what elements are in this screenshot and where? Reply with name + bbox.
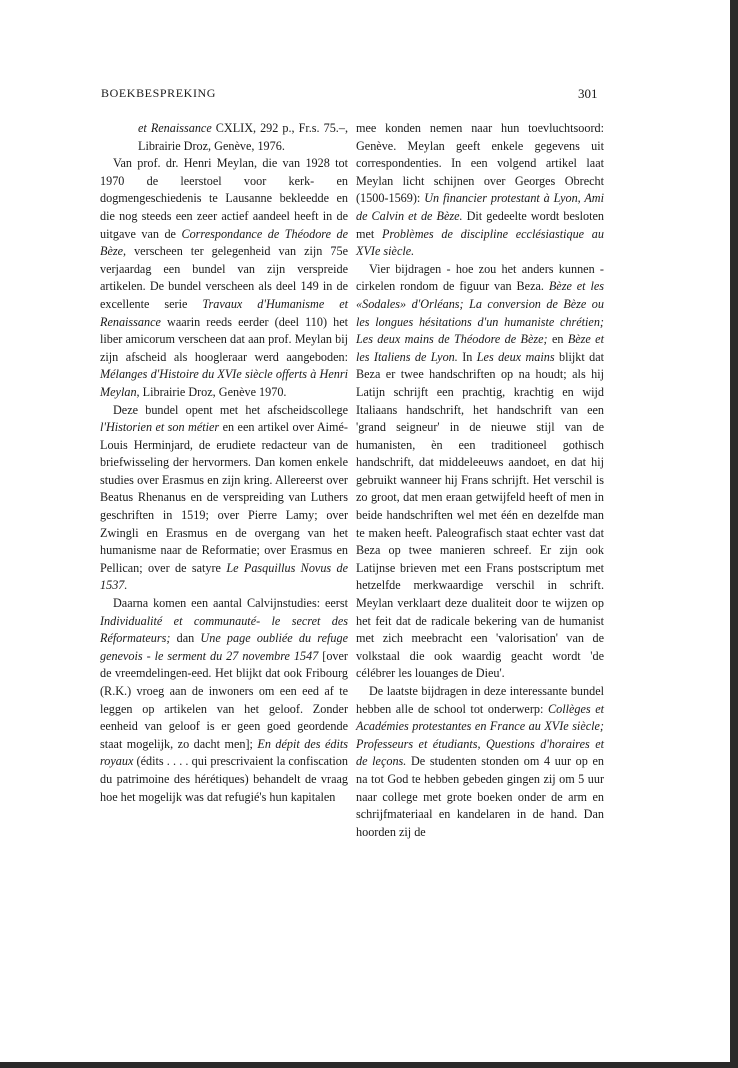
p1-title-melanges: Mélanges d'Histoire du XVIe siècle offerts à Henri Meylan, (100, 367, 348, 399)
c1-text-a: mee konden nemen naar hun toevluchtsoord: Genève. Meylan geeft enkele gegevens uit correspondenties. In een volgend artikel laat Meylan licht schijnen over Georges Obrecht (1500-1569): (356, 121, 604, 206)
p3-title-une-page: Une page oubliée du refuge genevois - le serment du 27 novembre 1547 (100, 631, 348, 663)
left-column (100, 120, 348, 806)
p1-title-correspondance: Correspondance de Théodore de Bèze, (100, 226, 348, 259)
p4-text-g: blijkt dat Beza er twee handschriften op na houdt; als hij Latijn schrijft een prachtig, krachtig en wijd Italiaans handschrift, het handschrift van een 'grand seigneur' in de nieuwe stijl van de humanisten, èn een traditioneel gothisch handschrift, dat middeleeuws aandoet, en dat hij gebruikt wanneer hij Frans schrijft. Het verschil is zo groot, dat men eraan getwijfeld heeft of men in beide handschriften wel met één en dezelfde man te maken heeft. Paleografisch staat echter vast dat Beza op twee manieren schreef. Er zijn ook Latijnse brieven met een Frans postscriptum met hetzelfde merkwaardige verschil in schrift. Meylan verklaart deze dualiteit door te wijzen op het feit dat de radicale bekering van de humanist met zich meebracht een 'valorisation' van de volkstaal die ook waardig geacht wordt 'de célébrer les louanges de Dieu'. (356, 349, 605, 681)
c1-title-financier: Un financier protestant à Lyon, Ami de Calvin et de Bèze. (356, 191, 604, 223)
c1-title-problemes: Problèmes de discipline ecclésiastique au XVIe siècle. (356, 226, 604, 259)
p3-text-e: [over de vreemdelingen-eed. Het blijkt dat ook Fribourg (R.K.) vroeg aan de inwoners om een eed af te leggen op artikelen van het geloof. Zonder eenheid van geloof is er geen goed geordende staat mogelijk, zo dacht men]; (100, 648, 348, 751)
p4-text-e: In (457, 349, 477, 364)
c1-text-c: Dit gedeelte wordt besloten met (356, 208, 604, 241)
p3-text-a: Daarna komen een aantal Calvijnstudies: eerst (113, 596, 348, 611)
scan-edge-bottom (0, 1062, 738, 1068)
right-column (356, 120, 604, 841)
p4-titles-beza: Bèze et les «Sodales» d'Orléans; La conversion de Bèze ou les longues hésitations d'un humaniste chrétien; Les deux mains de Théodore de Bèze; (356, 279, 605, 347)
p2-title-historien: l'Historien et son métier (100, 420, 220, 435)
p3-text-g: (édits . . . . qui prescrivaient la confiscation du patrimoine des hérétiques) behandelt de vraag hoe het mogelijk was dat refugié's hun kapitalen (100, 754, 348, 804)
p1-text-a: Van prof. dr. Henri Meylan, die van 1928 tot 1970 de leerstoel voor kerk- en dogmengeschiedenis te Lausanne bekleedde en die nog steeds een zeer actief aandeel heeft in de uitgave van de (100, 156, 348, 241)
scan-edge-right (730, 0, 738, 1068)
paragraph-1 (100, 155, 348, 401)
ref-details: CXLIX, 292 p., Fr.s. 75.–, Librairie Droz, Genève, 1976. (138, 121, 348, 153)
page-number: 301 (578, 86, 598, 101)
p3-title-individualite: Individualité et communauté- le secret des Réformateurs; (100, 613, 348, 646)
p5-titles-colleges: Collèges et Académies protestantes en France au XVIe siècle; Professeurs et étudiants, Questions d'horaires et de leçons. (356, 701, 604, 769)
p4-text-c: en (547, 332, 568, 347)
paragraph-3 (100, 595, 348, 806)
p5-text-c: De studenten stonden om 4 uur op en na tot God te hebben gebeden gingen zij om 5 uur naar college met grote boeken onder de arm en schrijfmateriaal en kandelaren in de hand. Dan hoorden zij de (356, 754, 605, 839)
p3-text-c: dan (170, 631, 201, 646)
p1-text-g: Librairie Droz, Genève 1970. (139, 384, 287, 399)
p1-text-c: verscheen ter gelegenheid van zijn 75e verjaardag een bundel van zijn verspreide artikelen. De bundel verscheen als deel 149 in de excellente serie (100, 244, 348, 311)
p5-text-a: De laatste bijdragen in deze interessante bundel hebben alle de school tot onderwerp: (356, 684, 604, 716)
p1-title-travaux: Travaux d'Humanisme et Renaissance (100, 296, 349, 329)
p3-title-en-depit: En dépit des édits royaux (100, 736, 348, 769)
running-title: BOEKBESPREKING (101, 86, 217, 100)
ref-series-title: et Renaissance (138, 121, 212, 135)
paragraph-3-continued (356, 120, 604, 261)
p1-text-e: waarin reeds eerder (deel 110) het liber amicorum verscheen dat aan prof. Meylan bij zijn afscheid als hoogleraar werd aangeboden: (100, 314, 348, 364)
paragraph-4 (356, 261, 604, 683)
paragraph-2 (100, 402, 348, 596)
book-reference (100, 120, 348, 155)
p4-title-deux-mains: Les deux mains (476, 349, 555, 364)
p2-title-pasquillus: Le Pasquillus Novus de 1537. (100, 560, 349, 593)
p4-text-a: Vier bijdragen - hoe zou het anders kunnen - cirkelen rondom de figuur van Beza. (356, 261, 604, 294)
p4-title-italiens: Bèze et les Italiens de Lyon. (356, 332, 604, 364)
paragraph-5 (356, 683, 604, 841)
p2-text-a: Deze bundel opent met het afscheidscollege (113, 402, 348, 417)
p2-text-c: en een artikel over Aimé-Louis Herminjard, de erudiete redacteur van de briefwisseling der hervormers. Dan komen enkele studies over Erasmus en zijn kring. Allereerst over Beatus Rhenanus en de verspreiding van Luthers geschriften in 1519; over Pierre Lamy; over Zwingli en Erasmus en de overgang van het humanisme naar de Reformatie; over Erasmus en Pellican; over de satyre (100, 420, 348, 575)
